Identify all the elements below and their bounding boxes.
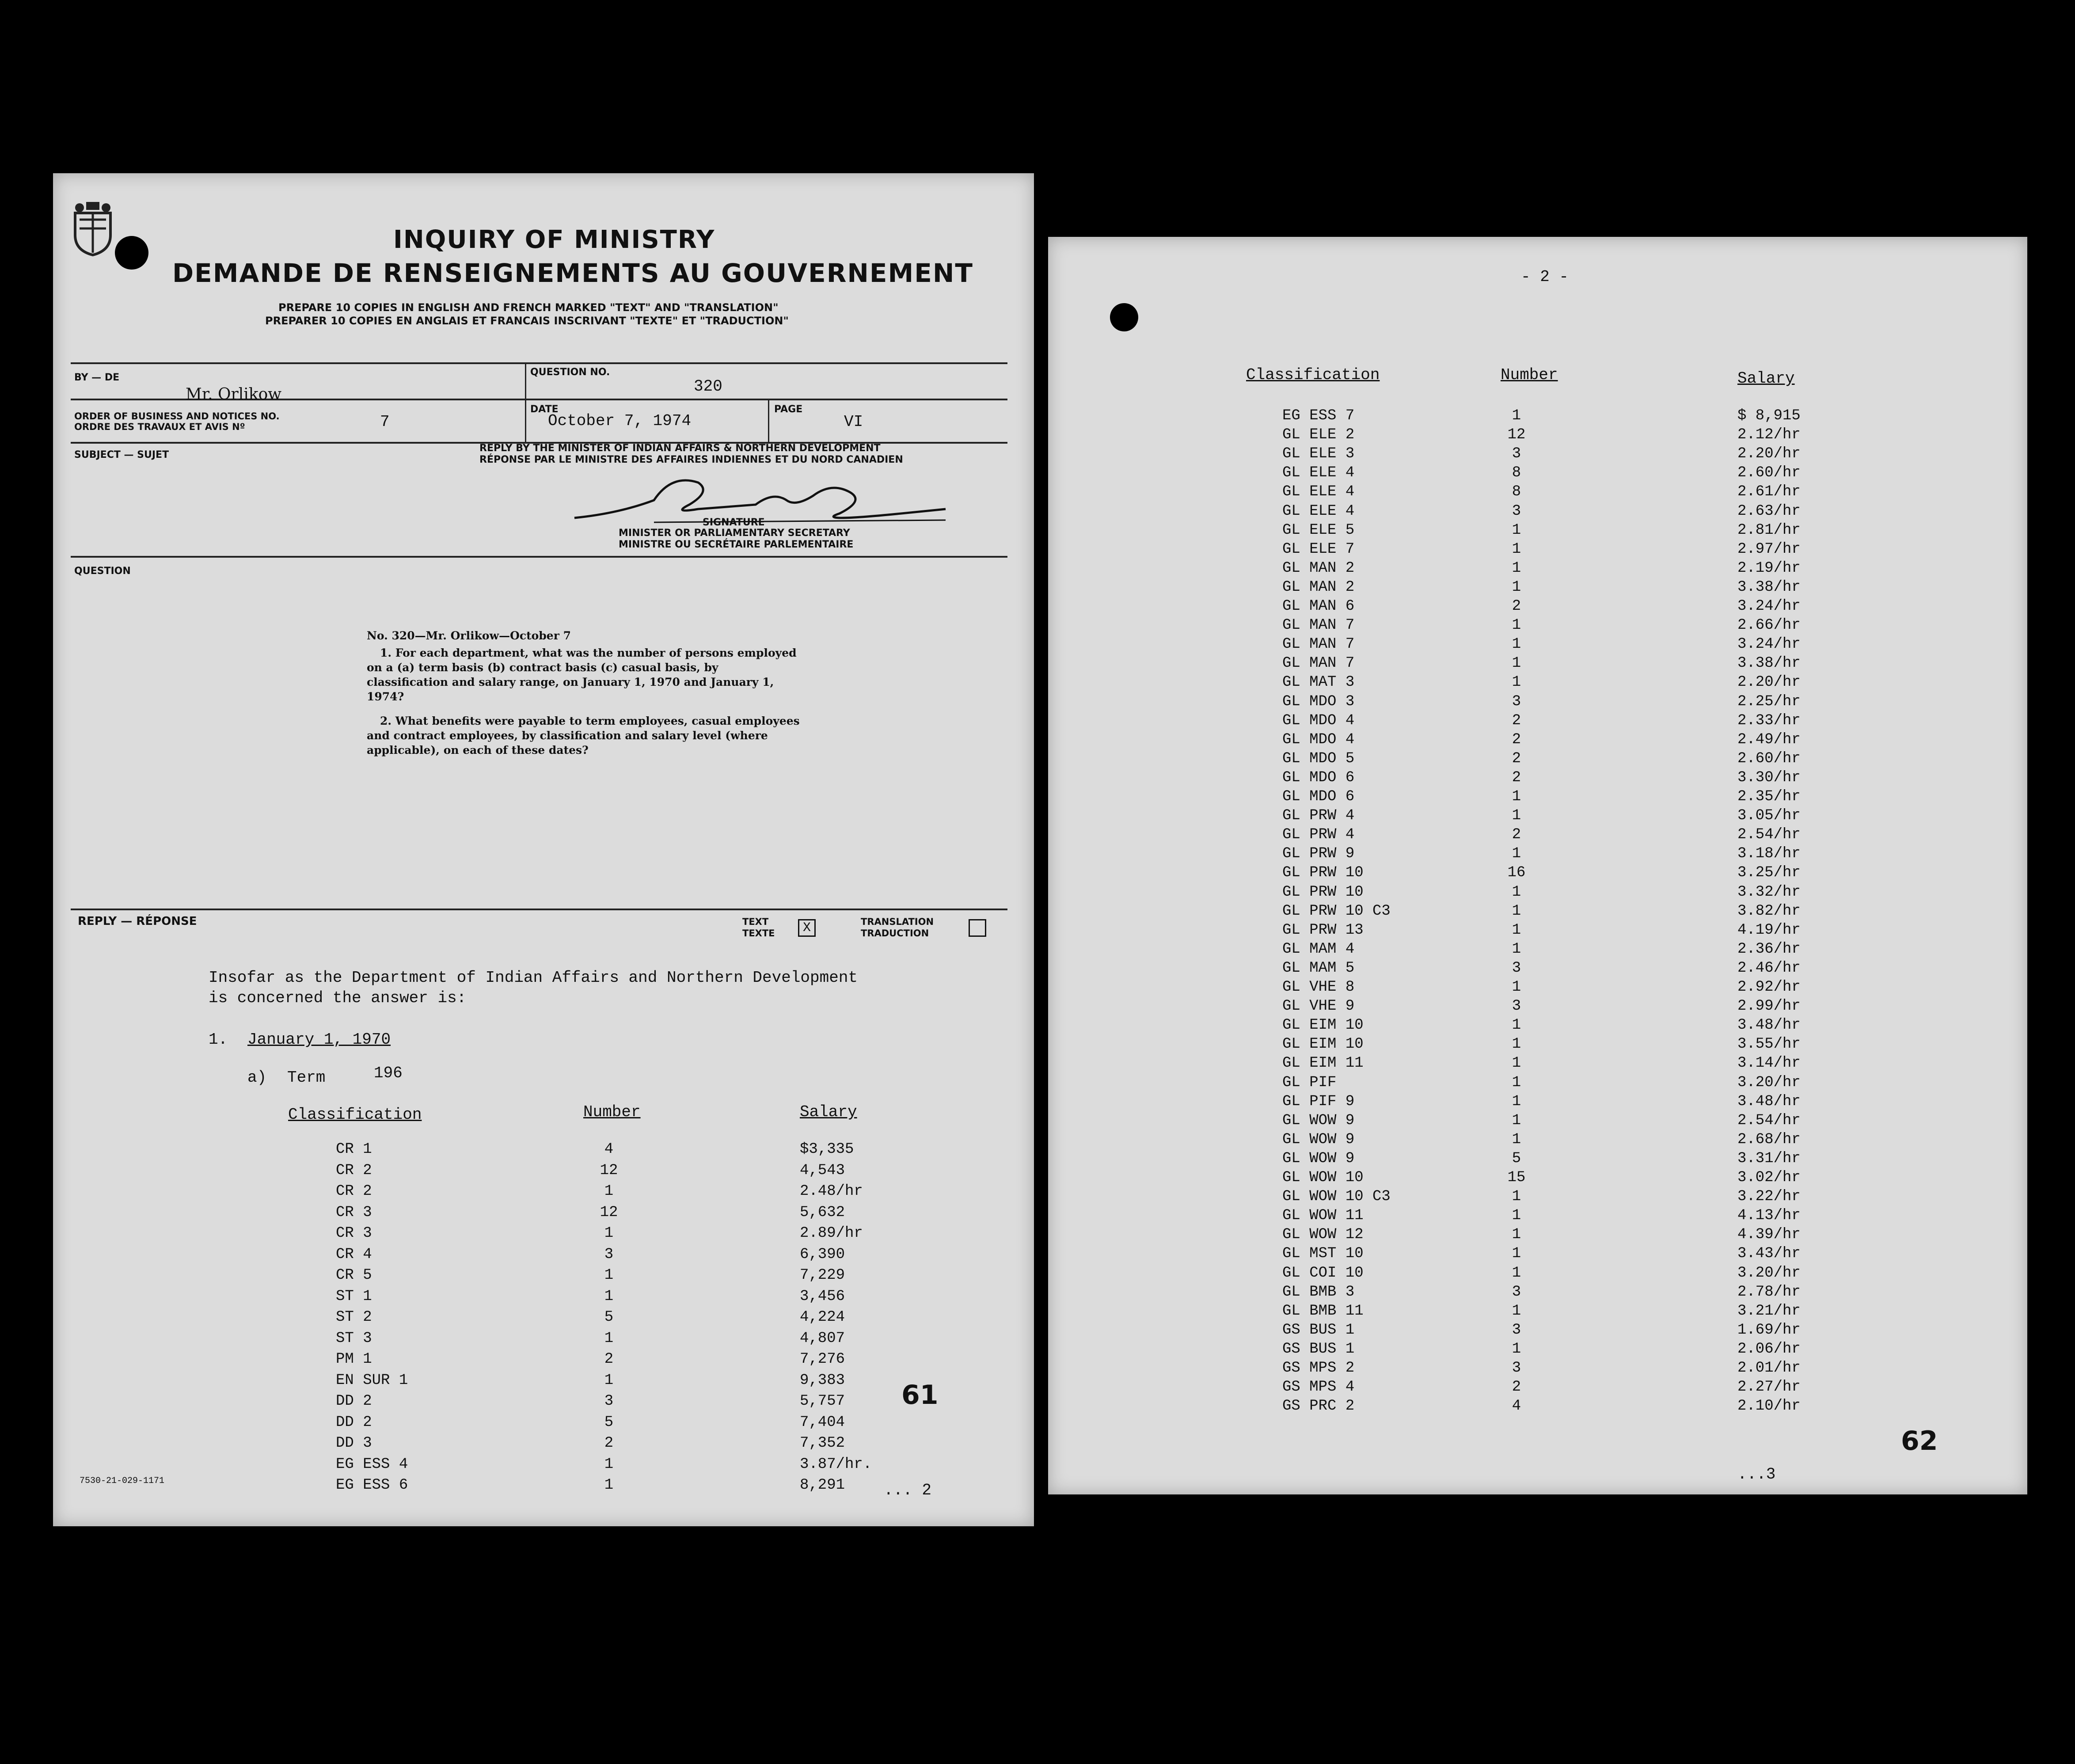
rule	[768, 399, 769, 442]
row-salary: 5,757	[800, 1393, 845, 1410]
row-number: 2	[1512, 712, 1521, 729]
row-number: 1	[1512, 1188, 1521, 1205]
row-salary: 2.48/hr	[800, 1183, 863, 1200]
row-classification: GL VHE 9	[1282, 998, 1355, 1015]
section-number: 1.	[209, 1030, 228, 1049]
date-value: October 7, 1974	[548, 412, 692, 430]
row-number: 8	[1512, 483, 1521, 501]
row-salary: 2.92/hr	[1737, 979, 1801, 996]
row-number: 1	[1512, 1036, 1521, 1053]
row-salary: 2.49/hr	[1737, 731, 1801, 748]
row-classification: EN SUR 1	[336, 1372, 408, 1389]
row-classification: GS MPS 2	[1282, 1360, 1355, 1376]
row-salary: 1.69/hr	[1737, 1321, 1801, 1338]
page-number: 62	[1901, 1426, 1938, 1456]
page-number: 61	[901, 1380, 939, 1410]
row-classification: GL EIM 11	[1282, 1055, 1364, 1072]
row-salary: $3,335	[800, 1141, 854, 1158]
row-number: 1	[604, 1267, 614, 1284]
row-salary: 2.35/hr	[1737, 788, 1801, 805]
row-number: 1	[1512, 1302, 1521, 1319]
row-number: 1	[604, 1477, 614, 1494]
row-number: 2	[1512, 750, 1521, 767]
row-number: 1	[1512, 940, 1521, 958]
row-salary: 7,404	[800, 1414, 845, 1431]
row-salary: 7,352	[800, 1435, 845, 1452]
row-number: 1	[1512, 902, 1521, 920]
row-classification: GS BUS 1	[1282, 1340, 1355, 1357]
row-classification: GL PIF 9	[1282, 1093, 1355, 1110]
row-classification: CR 2	[336, 1162, 372, 1179]
row-salary: 2.54/hr	[1737, 826, 1801, 844]
row-salary: 3.02/hr	[1737, 1169, 1801, 1186]
row-number: 1	[1512, 1093, 1521, 1110]
row-classification: EG ESS 4	[336, 1456, 408, 1473]
row-classification: GL ELE 7	[1282, 540, 1355, 558]
row-salary: 4.19/hr	[1737, 921, 1801, 939]
rule	[71, 556, 1007, 558]
page-label: PAGE	[774, 404, 803, 415]
row-salary: 7,229	[800, 1267, 845, 1284]
row-salary: 3.22/hr	[1737, 1188, 1801, 1205]
row-salary: 2.97/hr	[1737, 540, 1801, 558]
row-classification: GL COI 10	[1282, 1264, 1364, 1281]
row-number: 1	[1512, 578, 1521, 596]
continued-marker: ... 2	[884, 1481, 932, 1499]
row-number: 1	[1512, 559, 1521, 577]
row-classification: GL MAM 4	[1282, 940, 1355, 958]
col-number: Number	[1501, 366, 1558, 384]
instruction-en: PREPARE 10 COPIES IN ENGLISH AND FRENCH MARKED "TEXT" AND "TRANSLATION"	[278, 301, 779, 314]
minister-en: MINISTER OR PARLIAMENTARY SECRETARY	[619, 528, 850, 539]
row-classification: GL MAM 5	[1282, 959, 1355, 977]
row-salary: 3.21/hr	[1737, 1302, 1801, 1319]
row-salary: 4,543	[800, 1162, 845, 1179]
row-classification: GL MDO 4	[1282, 712, 1355, 729]
rule	[71, 362, 1007, 364]
text-label-fr: TEXTE	[742, 928, 775, 939]
row-number: 1	[1512, 674, 1521, 691]
row-salary: 3.87/hr.	[800, 1456, 872, 1473]
row-classification: GL EIM 10	[1282, 1017, 1364, 1034]
row-number: 3	[1512, 1283, 1521, 1300]
col-salary: Salary	[800, 1103, 857, 1121]
row-salary: 8,291	[800, 1477, 845, 1494]
row-number: 1	[1512, 1074, 1521, 1091]
sub-term: Term	[287, 1068, 326, 1087]
row-salary: 2.19/hr	[1737, 559, 1801, 577]
row-classification: GL PRW 4	[1282, 807, 1355, 825]
row-salary: 2.61/hr	[1737, 483, 1801, 501]
row-classification: GL PRW 13	[1282, 921, 1364, 939]
row-classification: DD 3	[336, 1435, 372, 1452]
row-classification: GL PRW 9	[1282, 845, 1355, 863]
row-number: 5	[604, 1414, 614, 1431]
subject-label: SUBJECT — SUJET	[74, 449, 169, 460]
row-classification: GL EIM 10	[1282, 1036, 1364, 1053]
sub-count: 196	[374, 1064, 403, 1082]
row-classification: GL MDO 4	[1282, 731, 1355, 748]
row-salary: 2.81/hr	[1737, 521, 1801, 539]
by-label: BY — DE	[74, 372, 120, 383]
col-salary: Salary	[1737, 369, 1795, 388]
coat-of-arms-icon	[66, 200, 119, 257]
col-number: Number	[583, 1103, 641, 1121]
rule	[525, 362, 526, 442]
row-salary: 9,383	[800, 1372, 845, 1389]
row-classification: DD 2	[336, 1414, 372, 1431]
row-classification: GL PRW 10 C3	[1282, 902, 1391, 920]
row-classification: GS MPS 4	[1282, 1379, 1355, 1396]
row-number: 1	[1512, 1340, 1521, 1357]
row-number: 1	[1512, 807, 1521, 825]
row-number: 12	[1507, 426, 1526, 444]
row-salary: 2.54/hr	[1737, 1112, 1801, 1129]
row-classification: GL VHE 8	[1282, 979, 1355, 996]
row-classification: EG ESS 6	[336, 1477, 408, 1494]
row-number: 1	[1512, 1055, 1521, 1072]
row-classification: EG ESS 7	[1282, 407, 1355, 424]
translation-label-fr: TRADUCTION	[861, 928, 929, 939]
row-number: 16	[1507, 864, 1526, 882]
inquiry-form-page	[53, 173, 1034, 1526]
row-classification: GL MDO 6	[1282, 769, 1355, 786]
row-number: 15	[1507, 1169, 1526, 1186]
row-classification: GL ELE 5	[1282, 521, 1355, 539]
row-classification: GL MAT 3	[1282, 674, 1355, 691]
row-number: 3	[1512, 1321, 1521, 1338]
row-salary: 2.68/hr	[1737, 1131, 1801, 1148]
row-classification: GL ELE 3	[1282, 445, 1355, 463]
row-salary: 3.24/hr	[1737, 598, 1801, 615]
row-salary: 3,456	[800, 1288, 845, 1305]
row-classification: GL BMB 11	[1282, 1302, 1364, 1319]
reply-label: REPLY — RÉPONSE	[78, 915, 197, 928]
row-number: 1	[1512, 1131, 1521, 1148]
row-classification: GS BUS 1	[1282, 1321, 1355, 1338]
row-classification: ST 1	[336, 1288, 372, 1305]
translation-checkbox	[969, 919, 986, 937]
row-salary: 3.32/hr	[1737, 883, 1801, 901]
row-salary: 5,632	[800, 1204, 845, 1221]
row-classification: GL PRW 10	[1282, 883, 1364, 901]
row-salary: 2.27/hr	[1737, 1379, 1801, 1396]
row-classification: GL MAN 7	[1282, 617, 1355, 634]
row-salary: 2.12/hr	[1737, 426, 1801, 444]
row-number: 3	[604, 1246, 614, 1263]
row-classification: GL PRW 10	[1282, 864, 1364, 882]
row-salary: 2.46/hr	[1737, 959, 1801, 977]
question-clipping	[367, 628, 800, 767]
row-salary: 2.60/hr	[1737, 750, 1801, 767]
row-salary: 3.05/hr	[1737, 807, 1801, 825]
row-number: 1	[604, 1456, 614, 1473]
row-classification: GL WOW 10 C3	[1282, 1188, 1391, 1205]
row-salary: 3.43/hr	[1737, 1245, 1801, 1262]
row-classification: GL MST 10	[1282, 1245, 1364, 1262]
row-salary: 2.78/hr	[1737, 1283, 1801, 1300]
row-classification: ST 2	[336, 1309, 372, 1326]
intro-line-2: is concerned the answer is:	[209, 989, 467, 1007]
row-salary: 4.13/hr	[1737, 1207, 1801, 1224]
reply-by-en: REPLY BY THE MINISTER OF INDIAN AFFAIRS & NORTHERN DEVELOPMENT	[479, 443, 881, 454]
row-number: 3	[1512, 502, 1521, 520]
row-number: 2	[1512, 598, 1521, 615]
row-number: 2	[1512, 826, 1521, 844]
page-header: - 2 -	[1521, 268, 1569, 286]
row-classification: GL MDO 6	[1282, 788, 1355, 805]
row-number: 1	[1512, 521, 1521, 539]
row-classification: GL WOW 10	[1282, 1169, 1364, 1186]
row-classification: GL BMB 3	[1282, 1283, 1355, 1300]
row-classification: PM 1	[336, 1351, 372, 1368]
row-number: 3	[1512, 445, 1521, 463]
punch-hole-icon	[1110, 303, 1138, 331]
row-number: 5	[604, 1309, 614, 1326]
row-number: 3	[1512, 1360, 1521, 1376]
row-salary: 2.33/hr	[1737, 712, 1801, 729]
continued-marker: ...3	[1737, 1465, 1776, 1483]
row-number: 1	[1512, 540, 1521, 558]
question-part-1: 1. For each department, what was the number of persons employed on a (a) term basis (b) contract basis (c) casual basis, by classification and salary range, on January 1, 1970 and January 1, 1974?	[367, 646, 797, 703]
row-salary: 4.39/hr	[1737, 1226, 1801, 1243]
row-salary: 4,224	[800, 1309, 845, 1326]
row-salary: 3.38/hr	[1737, 578, 1801, 596]
row-salary: 3.48/hr	[1737, 1017, 1801, 1034]
col-classification: Classification	[1246, 366, 1380, 384]
question-part-2: 2. What benefits were payable to term employees, casual employees and contract employees, by classification and salary level (where applicable), on each of these dates?	[367, 715, 800, 757]
row-salary: 3.38/hr	[1737, 655, 1801, 672]
form-title-en: INQUIRY OF MINISTRY	[393, 225, 715, 254]
row-classification: DD 2	[336, 1393, 372, 1410]
row-number: 1	[1512, 845, 1521, 863]
row-number: 1	[1512, 1226, 1521, 1243]
row-classification: GL ELE 2	[1282, 426, 1355, 444]
row-salary: 2.60/hr	[1737, 464, 1801, 482]
row-number: 2	[604, 1351, 614, 1368]
date-label: DATE	[530, 404, 559, 415]
row-number: 1	[604, 1372, 614, 1389]
row-number: 1	[1512, 617, 1521, 634]
row-salary: 3.31/hr	[1737, 1150, 1801, 1167]
row-classification: GS PRC 2	[1282, 1398, 1355, 1415]
row-salary: $ 8,915	[1737, 407, 1801, 424]
row-number: 1	[1512, 1112, 1521, 1129]
row-number: 1	[1512, 1264, 1521, 1281]
row-salary: 3.48/hr	[1737, 1093, 1801, 1110]
row-salary: 2.20/hr	[1737, 674, 1801, 691]
question-no-value: 320	[694, 377, 722, 395]
form-number: 7530-21-029-1171	[80, 1476, 165, 1486]
row-salary: 2.10/hr	[1737, 1398, 1801, 1415]
row-number: 1	[604, 1330, 614, 1347]
row-classification: GL MDO 3	[1282, 693, 1355, 710]
intro-line-1: Insofar as the Department of Indian Affairs and Northern Development	[209, 969, 858, 987]
row-classification: GL PIF	[1282, 1074, 1337, 1091]
row-number: 2	[1512, 731, 1521, 748]
row-classification: CR 5	[336, 1267, 372, 1284]
row-number: 1	[604, 1225, 614, 1242]
row-number: 3	[1512, 998, 1521, 1015]
row-number: 8	[1512, 464, 1521, 482]
row-classification: GL WOW 9	[1282, 1112, 1355, 1129]
row-classification: GL PRW 4	[1282, 826, 1355, 844]
by-value: Mr. Orlikow	[186, 385, 282, 403]
translation-label-en: TRANSLATION	[861, 916, 934, 927]
row-classification: CR 1	[336, 1141, 372, 1158]
question-heading: No. 320—Mr. Orlikow—October 7	[367, 629, 571, 642]
row-number: 1	[1512, 636, 1521, 653]
row-number: 1	[1512, 407, 1521, 424]
row-salary: 3.25/hr	[1737, 864, 1801, 882]
row-number: 12	[600, 1162, 618, 1179]
row-number: 12	[600, 1204, 618, 1221]
row-salary: 3.24/hr	[1737, 636, 1801, 653]
row-classification: GL WOW 12	[1282, 1226, 1364, 1243]
row-salary: 3.30/hr	[1737, 769, 1801, 786]
order-label-fr: ORDRE DES TRAVAUX ET AVIS Nº	[74, 422, 245, 432]
row-salary: 3.14/hr	[1737, 1055, 1801, 1072]
row-salary: 3.55/hr	[1737, 1036, 1801, 1053]
row-classification: GL ELE 4	[1282, 502, 1355, 520]
row-number: 1	[1512, 655, 1521, 672]
row-number: 1	[1512, 1245, 1521, 1262]
row-number: 2	[1512, 769, 1521, 786]
row-number: 2	[604, 1435, 614, 1452]
row-classification: CR 2	[336, 1183, 372, 1200]
row-classification: CR 4	[336, 1246, 372, 1263]
text-checkbox: X	[798, 919, 816, 937]
row-number: 5	[1512, 1150, 1521, 1167]
row-classification: GL MAN 2	[1282, 559, 1355, 577]
section-date: January 1, 1970	[247, 1030, 391, 1049]
row-salary: 7,276	[800, 1351, 845, 1368]
row-salary: 3.18/hr	[1737, 845, 1801, 863]
row-salary: 2.36/hr	[1737, 940, 1801, 958]
row-salary: 6,390	[800, 1246, 845, 1263]
row-classification: GL MAN 6	[1282, 598, 1355, 615]
row-classification: GL ELE 4	[1282, 464, 1355, 482]
instruction-fr: PREPARER 10 COPIES EN ANGLAIS ET FRANCAIS INSCRIVANT "TEXTE" ET "TRADUCTION"	[265, 315, 789, 327]
row-number: 2	[1512, 1379, 1521, 1396]
row-salary: 2.25/hr	[1737, 693, 1801, 710]
col-classification: Classification	[288, 1106, 422, 1124]
row-salary: 4,807	[800, 1330, 845, 1347]
sub-label: a)	[247, 1068, 267, 1087]
minister-fr: MINISTRE OU SECRÉTAIRE PARLEMENTAIRE	[619, 539, 854, 550]
row-classification: GL MAN 2	[1282, 578, 1355, 596]
row-number: 4	[604, 1141, 614, 1158]
row-number: 3	[1512, 693, 1521, 710]
row-number: 4	[1512, 1398, 1521, 1415]
text-label-en: TEXT	[742, 916, 769, 927]
signature-label: SIGNATURE	[703, 517, 765, 528]
row-number: 3	[604, 1393, 614, 1410]
row-salary: 2.63/hr	[1737, 502, 1801, 520]
row-number: 1	[604, 1183, 614, 1200]
question-no-label: QUESTION NO.	[530, 367, 610, 378]
row-number: 1	[1512, 979, 1521, 996]
row-classification: GL WOW 11	[1282, 1207, 1364, 1224]
row-salary: 3.82/hr	[1737, 902, 1801, 920]
row-salary: 2.89/hr	[800, 1225, 863, 1242]
row-classification: GL WOW 9	[1282, 1131, 1355, 1148]
row-salary: 2.20/hr	[1737, 445, 1801, 463]
row-salary: 2.06/hr	[1737, 1340, 1801, 1357]
row-salary: 3.20/hr	[1737, 1074, 1801, 1091]
question-label: QUESTION	[74, 566, 131, 577]
page-value: VI	[844, 413, 863, 431]
reply-by-fr: RÉPONSE PAR LE MINISTRE DES AFFAIRES INDIENNES ET DU NORD CANADIEN	[479, 454, 903, 465]
rule	[71, 909, 1007, 910]
row-number: 1	[1512, 883, 1521, 901]
row-classification: GL WOW 9	[1282, 1150, 1355, 1167]
row-salary: 2.99/hr	[1737, 998, 1801, 1015]
row-classification: ST 3	[336, 1330, 372, 1347]
row-number: 1	[1512, 921, 1521, 939]
form-title-fr: DEMANDE DE RENSEIGNEMENTS AU GOUVERNEMENT	[172, 258, 973, 288]
row-number: 1	[1512, 1207, 1521, 1224]
salary-table-page	[1048, 237, 2027, 1494]
row-classification: GL MAN 7	[1282, 636, 1355, 653]
row-salary: 2.66/hr	[1737, 617, 1801, 634]
row-number: 1	[1512, 1017, 1521, 1034]
row-classification: GL MDO 5	[1282, 750, 1355, 767]
punch-hole-icon	[115, 236, 148, 270]
row-number: 1	[604, 1288, 614, 1305]
row-number: 1	[1512, 788, 1521, 805]
row-salary: 3.20/hr	[1737, 1264, 1801, 1281]
row-classification: GL ELE 4	[1282, 483, 1355, 501]
order-value: 7	[380, 413, 390, 431]
row-classification: CR 3	[336, 1204, 372, 1221]
row-number: 3	[1512, 959, 1521, 977]
row-classification: GL MAN 7	[1282, 655, 1355, 672]
row-classification: CR 3	[336, 1225, 372, 1242]
row-salary: 2.01/hr	[1737, 1360, 1801, 1376]
order-label-en: ORDER OF BUSINESS AND NOTICES NO.	[74, 411, 280, 422]
